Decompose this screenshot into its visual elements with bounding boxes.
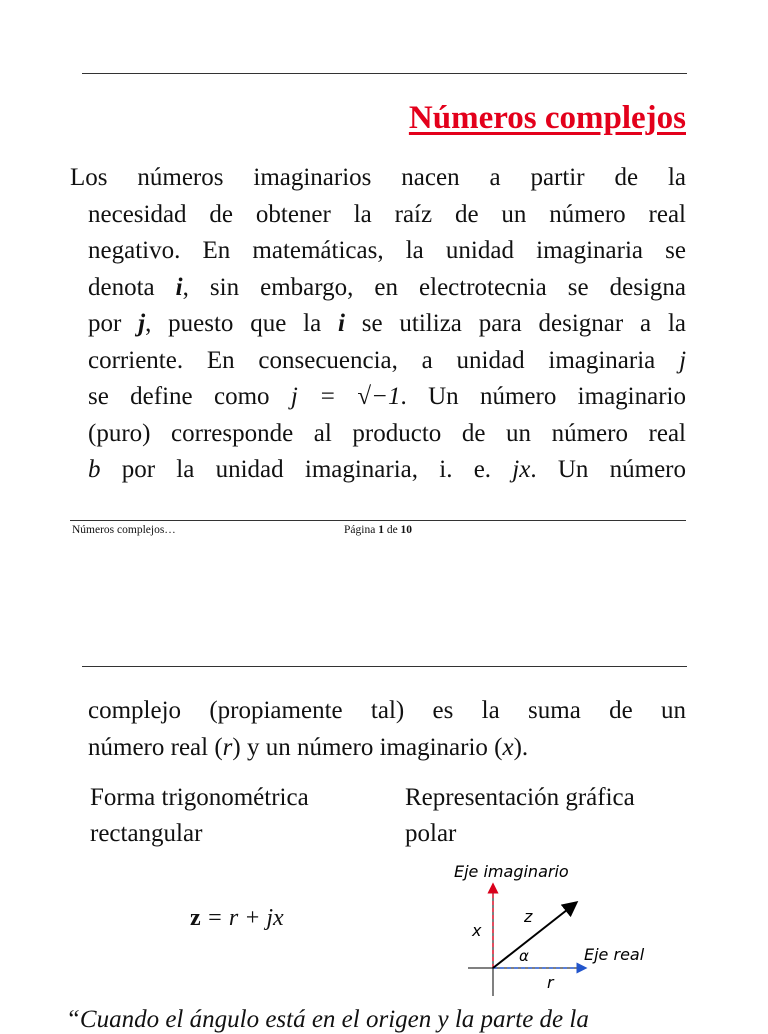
text-line: negativo. En matemáticas, la unidad imaginaria se: [88, 237, 686, 264]
right-column-heading: Representación gráfica polar: [405, 784, 635, 847]
text-line: Los números imaginarios nacen a partir de la: [70, 164, 686, 191]
text-line: denota i, sin embargo, en electrotecnia se designa: [88, 273, 686, 301]
page-title: Números complejos: [408, 100, 686, 136]
x-axis-label: Eje real: [584, 945, 645, 964]
x-component-label: x: [472, 921, 482, 940]
text-line: se define como j = √−1. Un número imaginario: [88, 383, 686, 410]
footer-rule: [70, 520, 686, 521]
y-axis-label: Eje imaginario: [454, 862, 569, 881]
complex-plane-diagram: [440, 860, 700, 1000]
quote-line: “Cuando el ángulo está en el origen y la parte de la: [66, 1006, 589, 1033]
footer-page-number: Página 1 de 10: [344, 524, 413, 536]
text-line: necesidad de obtener la raíz de un número real: [88, 200, 686, 228]
text-line: b por la unidad imaginaria, i. e. jx. Un número: [88, 456, 686, 483]
z-vector: [493, 906, 572, 968]
left-column-heading: Forma trigonométrica rectangular: [90, 784, 309, 847]
r-component-label: r: [547, 973, 554, 992]
top-rule: [82, 73, 687, 74]
intro-paragraph: [70, 160, 686, 489]
vector-label: z: [524, 907, 533, 926]
text-line: complejo (propiamente tal) es la suma de un: [88, 697, 686, 724]
text-line: (puro) corresponde al producto de un número real: [88, 419, 686, 447]
continuation-paragraph: [88, 692, 686, 766]
page2-top-rule: [82, 666, 687, 667]
footer-document-title: Números complejos…: [72, 524, 176, 536]
text-line: corriente. En consecuencia, a unidad imaginaria j: [88, 346, 687, 374]
text-line: por j, puesto que la i se utiliza para designar a la: [88, 310, 686, 337]
text-line: número real (r) y un número imaginario (x).: [88, 734, 529, 761]
angle-label: α: [519, 947, 529, 965]
rectangular-formula: z = r + jx: [190, 905, 284, 931]
